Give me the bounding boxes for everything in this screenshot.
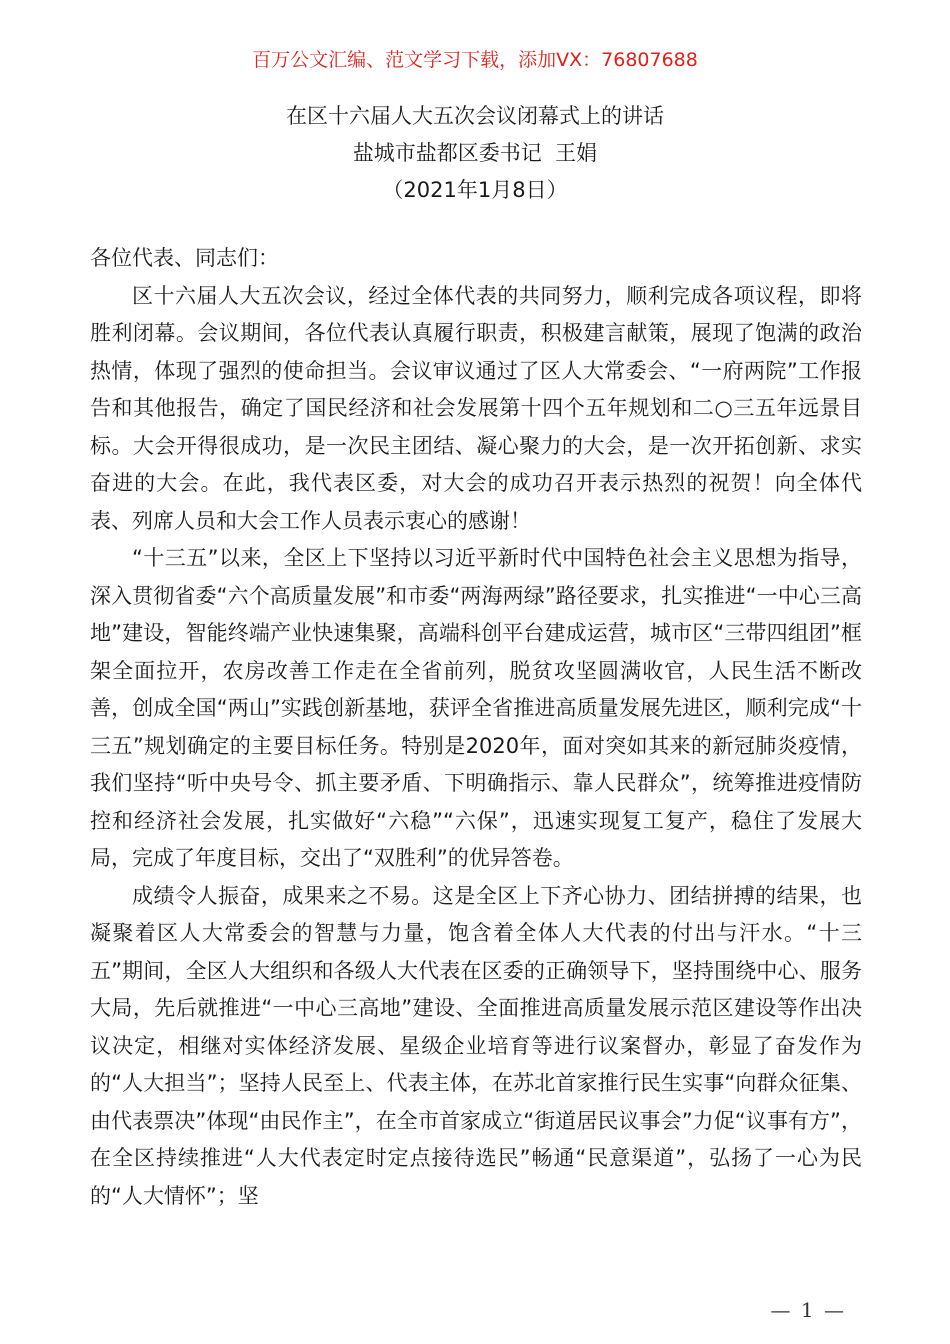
watermark-banner: 百万公文汇编、范文学习下载，添加VX：76807688 [252, 49, 698, 71]
paragraph: “十三五”以来，全区上下坚持以习近平新时代中国特色社会主义思想为指导，深入贯彻省委“六个高质量发展”和市委“两海两绿”路径要求，扎实推进“一中心三高地”建设，智能终端产业快速集聚，高端科创平台建成运营，城市区“三带四组团”框架全面拉开，农房改善工作走在全省前列，脱贫攻坚圆满收官，人民生活不断改善，创成全国“两山”实践创新基地，获评全省推进高质量发展先进区，顺利完成“十三五”规划确定的主要目标任务。特别是2020年，面对突如其来的新冠肺炎疫情，我们坚持“听中央号令、抓主要矛盾、下明确指示、靠人民群众”，统筹推进疫情防控和经济社会发展，扎实做好“六稳”“六保”，迅速实现复工复产，稳住了发展大局，完成了年度目标，交出了“双胜利”的优异答卷。 [90, 546, 862, 870]
speech-date: （2021年1月8日） [382, 178, 568, 202]
paragraph: 成绩令人振奋，成果来之不易。这是全区上下齐心协力、团结拼搏的结果，也凝聚着区人大常委会的智慧与力量，饱含着全体人大代表的付出与汗水。“十三五”期间，全区人大组织和各级人大代表在区委的正确领导下，坚持围绕中心、服务大局，先后就推进“一中心三高地”建设、全面推进高质量发展示范区建设等作出决议决定，相继对实体经济发展、星级企业培育等进行议案督办，彰显了奋发作为的“人大担当”；坚持人民至上、代表主体，在苏北首家推行民生实事“向群众征集、由代表票决”体现“由民作主”，在全市首家成立“街道居民议事会”力促“议事有方”，在全区持续推进“人大代表定时定点接待选民”畅通“民意渠道”，弘扬了一心为民的“人大情怀”；坚 [90, 883, 862, 1208]
paragraph: 区十六届人大五次会议，经过全体代表的共同努力，顺利完成各项议程，即将胜利闭幕。会议期间，各位代表认真履行职责，积极建言献策，展现了饱满的政治热情，体现了强烈的使命担当。会议审议通过了区人大常委会、“一府两院”工作报告和其他报告，确定了国民经济和社会发展第十四个五年规划和二○三五年远景目标。大会开得很成功，是一次民主团结、凝心聚力的大会，是一次开拓创新、求实奋进的大会。在此，我代表区委，对大会的成功召开表示热烈的祝贺！向全体代表、列席人员和大会工作人员表示衷心的感谢！ [90, 283, 862, 533]
salutation: 各位代表、同志们： [90, 246, 279, 270]
title-block [0, 98, 950, 209]
speaker-line: 盐城市盐都区委书记 王娟 [352, 141, 598, 165]
page-number: — 1 — [770, 1298, 846, 1322]
speech-title: 在区十六届人大五次会议闭幕式上的讲话 [286, 104, 664, 128]
speech-body [90, 240, 862, 1215]
